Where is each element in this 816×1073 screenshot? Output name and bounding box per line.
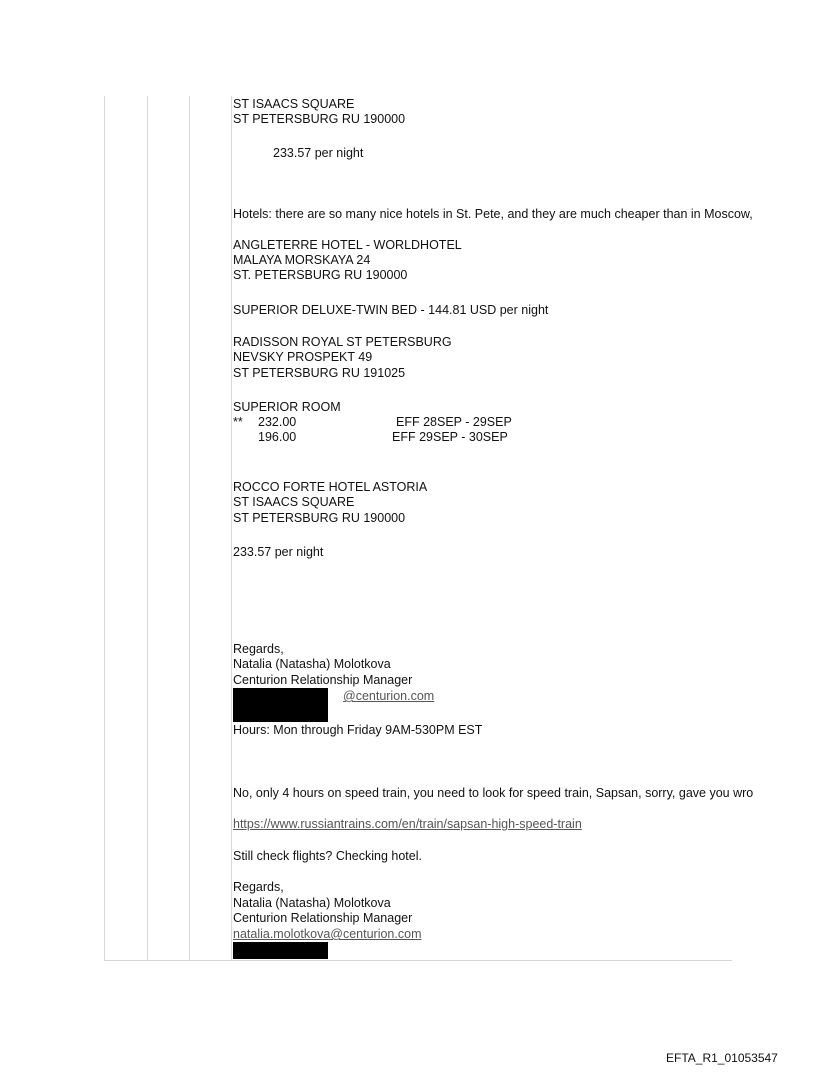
signature1-regards: Regards, — [233, 642, 284, 656]
hotel2-address-line1: NEVSKY PROSPEKT 49 — [233, 350, 373, 364]
hotel3-name: ROCCO FORTE HOTEL ASTORIA — [233, 480, 428, 494]
hotel1-rate: SUPERIOR DELUXE-TWIN BED - 144.81 USD per night — [233, 303, 549, 317]
signature1-name: Natalia (Natasha) Molotkova — [233, 657, 391, 671]
hotel2-name: RADISSON ROYAL ST PETERSBURG — [233, 335, 452, 349]
hotel2-eff2: EFF 29SEP - 30SEP — [392, 430, 508, 444]
signature1-hours: Hours: Mon through Friday 9AM-530PM EST — [233, 723, 483, 737]
hotel2-room-type: SUPERIOR ROOM — [233, 400, 341, 414]
signature1-email-link[interactable]: @centurion.com — [343, 689, 435, 703]
table-border-col2 — [147, 96, 148, 960]
hotel2-marker: ** — [233, 415, 243, 429]
signature1-title: Centurion Relationship Manager — [233, 673, 413, 687]
reply-text: No, only 4 hours on speed train, you need to look for speed train, Sapsan, sorry, gave you wro — [233, 786, 754, 800]
block1-address-line2: ST PETERSBURG RU 190000 — [233, 112, 406, 126]
hotel2-price2: 196.00 — [258, 430, 297, 444]
block1-rate: 233.57 per night — [273, 146, 364, 160]
hotel1-address-line2: ST. PETERSBURG RU 190000 — [233, 268, 408, 282]
table-border-left — [104, 96, 105, 960]
signature2-email-link[interactable]: natalia.molotkova@centurion.com — [233, 927, 422, 941]
hotel1-name: ANGLETERRE HOTEL - WORLDHOTEL — [233, 238, 462, 252]
signature2-name: Natalia (Natasha) Molotkova — [233, 896, 391, 910]
train-link[interactable]: https://www.russiantrains.com/en/train/sapsan-high-speed-train — [233, 817, 582, 831]
block1-address-line1: ST ISAACS SQUARE — [233, 97, 355, 111]
hotel2-price1: 232.00 — [258, 415, 297, 429]
hotel3-address-line1: ST ISAACS SQUARE — [233, 495, 355, 509]
signature2-regards: Regards, — [233, 880, 284, 894]
signature2-title: Centurion Relationship Manager — [233, 911, 413, 925]
table-border-bottom — [104, 960, 732, 961]
redaction-bar — [233, 942, 328, 959]
hotel2-eff1: EFF 28SEP - 29SEP — [396, 415, 512, 429]
table-border-col4 — [231, 96, 232, 960]
hotel2-address-line2: ST PETERSBURG RU 191025 — [233, 366, 406, 380]
redaction-bar — [233, 688, 328, 722]
check-text: Still check flights? Checking hotel. — [233, 849, 422, 863]
hotel3-address-line2: ST PETERSBURG RU 190000 — [233, 511, 406, 525]
hotel1-address-line1: MALAYA MORSKAYA 24 — [233, 253, 371, 267]
document-id: EFTA_R1_01053547 — [666, 1051, 778, 1065]
hotel3-rate: 233.57 per night — [233, 545, 324, 559]
table-border-col3 — [189, 96, 190, 960]
hotels-intro: Hotels: there are so many nice hotels in St. Pete, and they are much cheaper than in Moscow, — [233, 207, 753, 221]
